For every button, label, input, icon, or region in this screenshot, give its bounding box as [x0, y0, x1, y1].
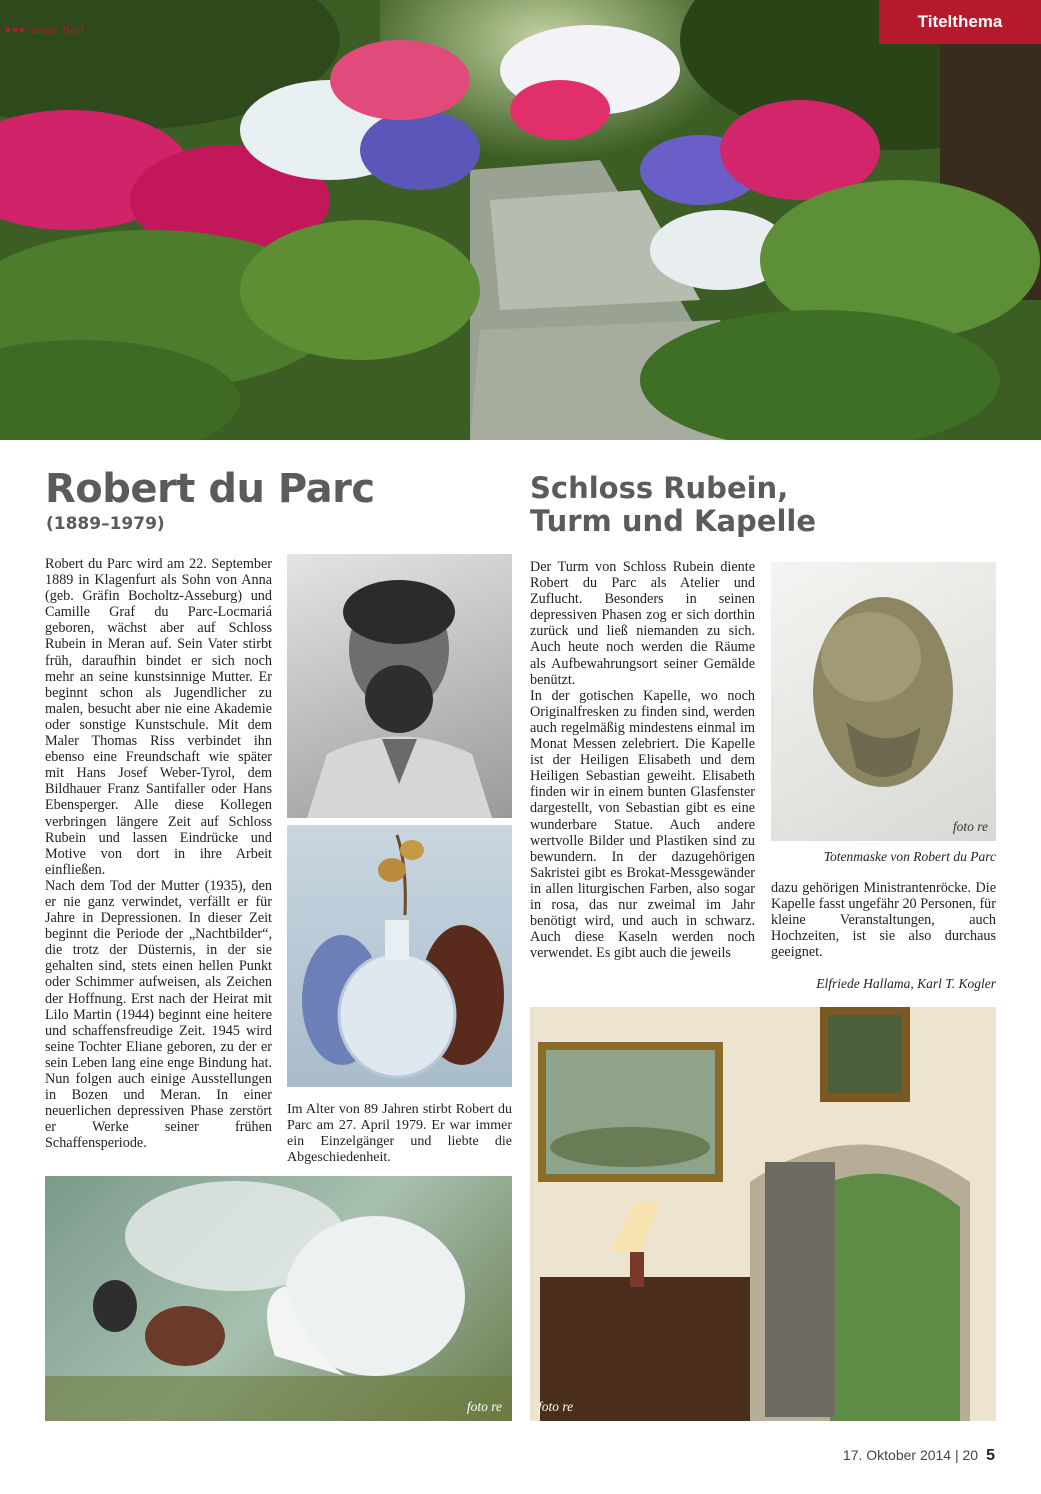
photo-credit: foto re	[538, 1399, 574, 1414]
portrait-caption: Im Alter von 89 Jahren stirbt Robert du Parc am 27. April 1979. Er war immer ein Einzelgänger und liebte die Abgeschiedenheit.	[287, 1102, 512, 1165]
photo-credit: foto re	[952, 819, 988, 834]
photo-credit: foto re	[466, 1399, 502, 1414]
garden-illustration	[0, 0, 1041, 440]
article2-body-continued: dazu gehörigen Ministrantenröcke. Die Kapelle fasst ungefähr 20 Personen, für kleine Veranstaltungen, auch Hochzeiten, ist sie also durchaus geeignet.	[771, 880, 996, 961]
page-number: 5	[986, 1447, 995, 1464]
article2-title-line: Turm und Kapelle	[530, 504, 817, 538]
body-paragraph: Nach dem Tod der Mutter (1935), den er nie ganz verwindet, verfällt er für Jahre in Depressionen. In dieser Zeit beginnt die Periode der „Nachtbilder“, die trotz der Düsternis, in der sie gehalten sind, stets einen hellen Punkt oder Schimmer aufweisen, als Zeichen der Hoffnung. Erst nach der Heirat mit Lilo Martin (1944) beginnt eine heitere und schaffensfreudige Zeit. 1945 wird seine Tochter Eliane geboren, zu der er sein Leben lang eine enge Bindung hat. Nun folgen auch einige Ausstellungen in Bozen und Meran. In einer neuerlichen depressiven Phase zerstört er Werke seiner frühen Schaffensperiode.	[45, 877, 272, 1152]
body-paragraph: Der Turm von Schloss Rubein diente Robert du Parc als Atelier und Zuflucht. Besonders in seinen depressiven Phasen zog er sich dorthin zurück und ließ niemanden zu sich. Auch heute noch werden die Räume als Aufbewahrungsort seiner Gemälde benützt.	[530, 559, 755, 688]
article2-title	[530, 472, 1010, 538]
still-life-painting	[287, 825, 512, 1087]
mask-caption: Totenmaske von Robert du Parc	[823, 849, 996, 864]
brand-name: unser Tirol	[31, 22, 84, 37]
section-tag: Titelthema	[879, 0, 1041, 44]
article-title: Robert du Parc	[45, 466, 375, 512]
article-body	[45, 556, 272, 1151]
death-mask-photo	[771, 562, 996, 841]
garden-photo	[0, 0, 1041, 440]
interior-photo	[530, 1007, 996, 1421]
issue-date: 17. Oktober 2014 | 20	[842, 1447, 979, 1463]
page-footer	[843, 1447, 995, 1465]
article2-title-line: Schloss Rubein,	[530, 471, 789, 505]
authors: Elfriede Hallama, Karl T. Kogler	[816, 976, 996, 991]
article2-body	[530, 559, 755, 961]
peacock-painting	[45, 1176, 512, 1421]
body-paragraph: Robert du Parc wird am 22. September 1889 in Klagenfurt als Sohn von Anna (geb. Gräfin Bocholtz-Asseburg) und Camille Graf du Parc-Locmariá geboren, wächst aber auf Schloss Rubein in Meran auf. Sein Vater stirbt früh, daraufhin bindet er sich noch mehr an seine kunstsinnige Mutter. Er beginnt schon als Jugendlicher zu malen, besucht aber nie eine Akademie oder sonstige Kunstschule. Mit dem Maler Thomas Riss verbindet ihn ebenso eine Freundschaft wie später mit Hans Josef Weber-Tyrol, dem Bildhauer Franz Santifaller oder Hans Ebensperger. Alle diese Kollegen verbringen längere Zeit auf Schloss Rubein und lassen Eindrücke und Motive von dort in ihre Arbeit einfließen.	[45, 556, 272, 878]
article-subtitle: (1889–1979)	[46, 514, 165, 534]
body-paragraph: In der gotischen Kapelle, wo noch Originalfresken zu finden sind, werden auch regelmäßig mindestens einmal im Monat Messen zelebriert. Die Kapelle ist der Heiligen Elisabeth und dem Heiligen Sebastian geweiht. Elisabeth finden wir in einem bunten Glasfenster dargestellt, von Sebastian gibt es eine wunderbare Statue. Auch andere wertvolle Bilder und Plastiken sind zu bewundern. In der dazugehörigen Sakristei gibt es Brokat-Messgewänder in allen liturgischen Farben, also sogar in rosa, das nur zweimal im Jahr benötigt wird, und auch in schwarz. Auch diese Kaseln werden noch verwendet. Es gibt auch die jeweils	[530, 687, 755, 962]
portrait-photo	[287, 554, 512, 818]
brand-mark	[6, 22, 84, 38]
